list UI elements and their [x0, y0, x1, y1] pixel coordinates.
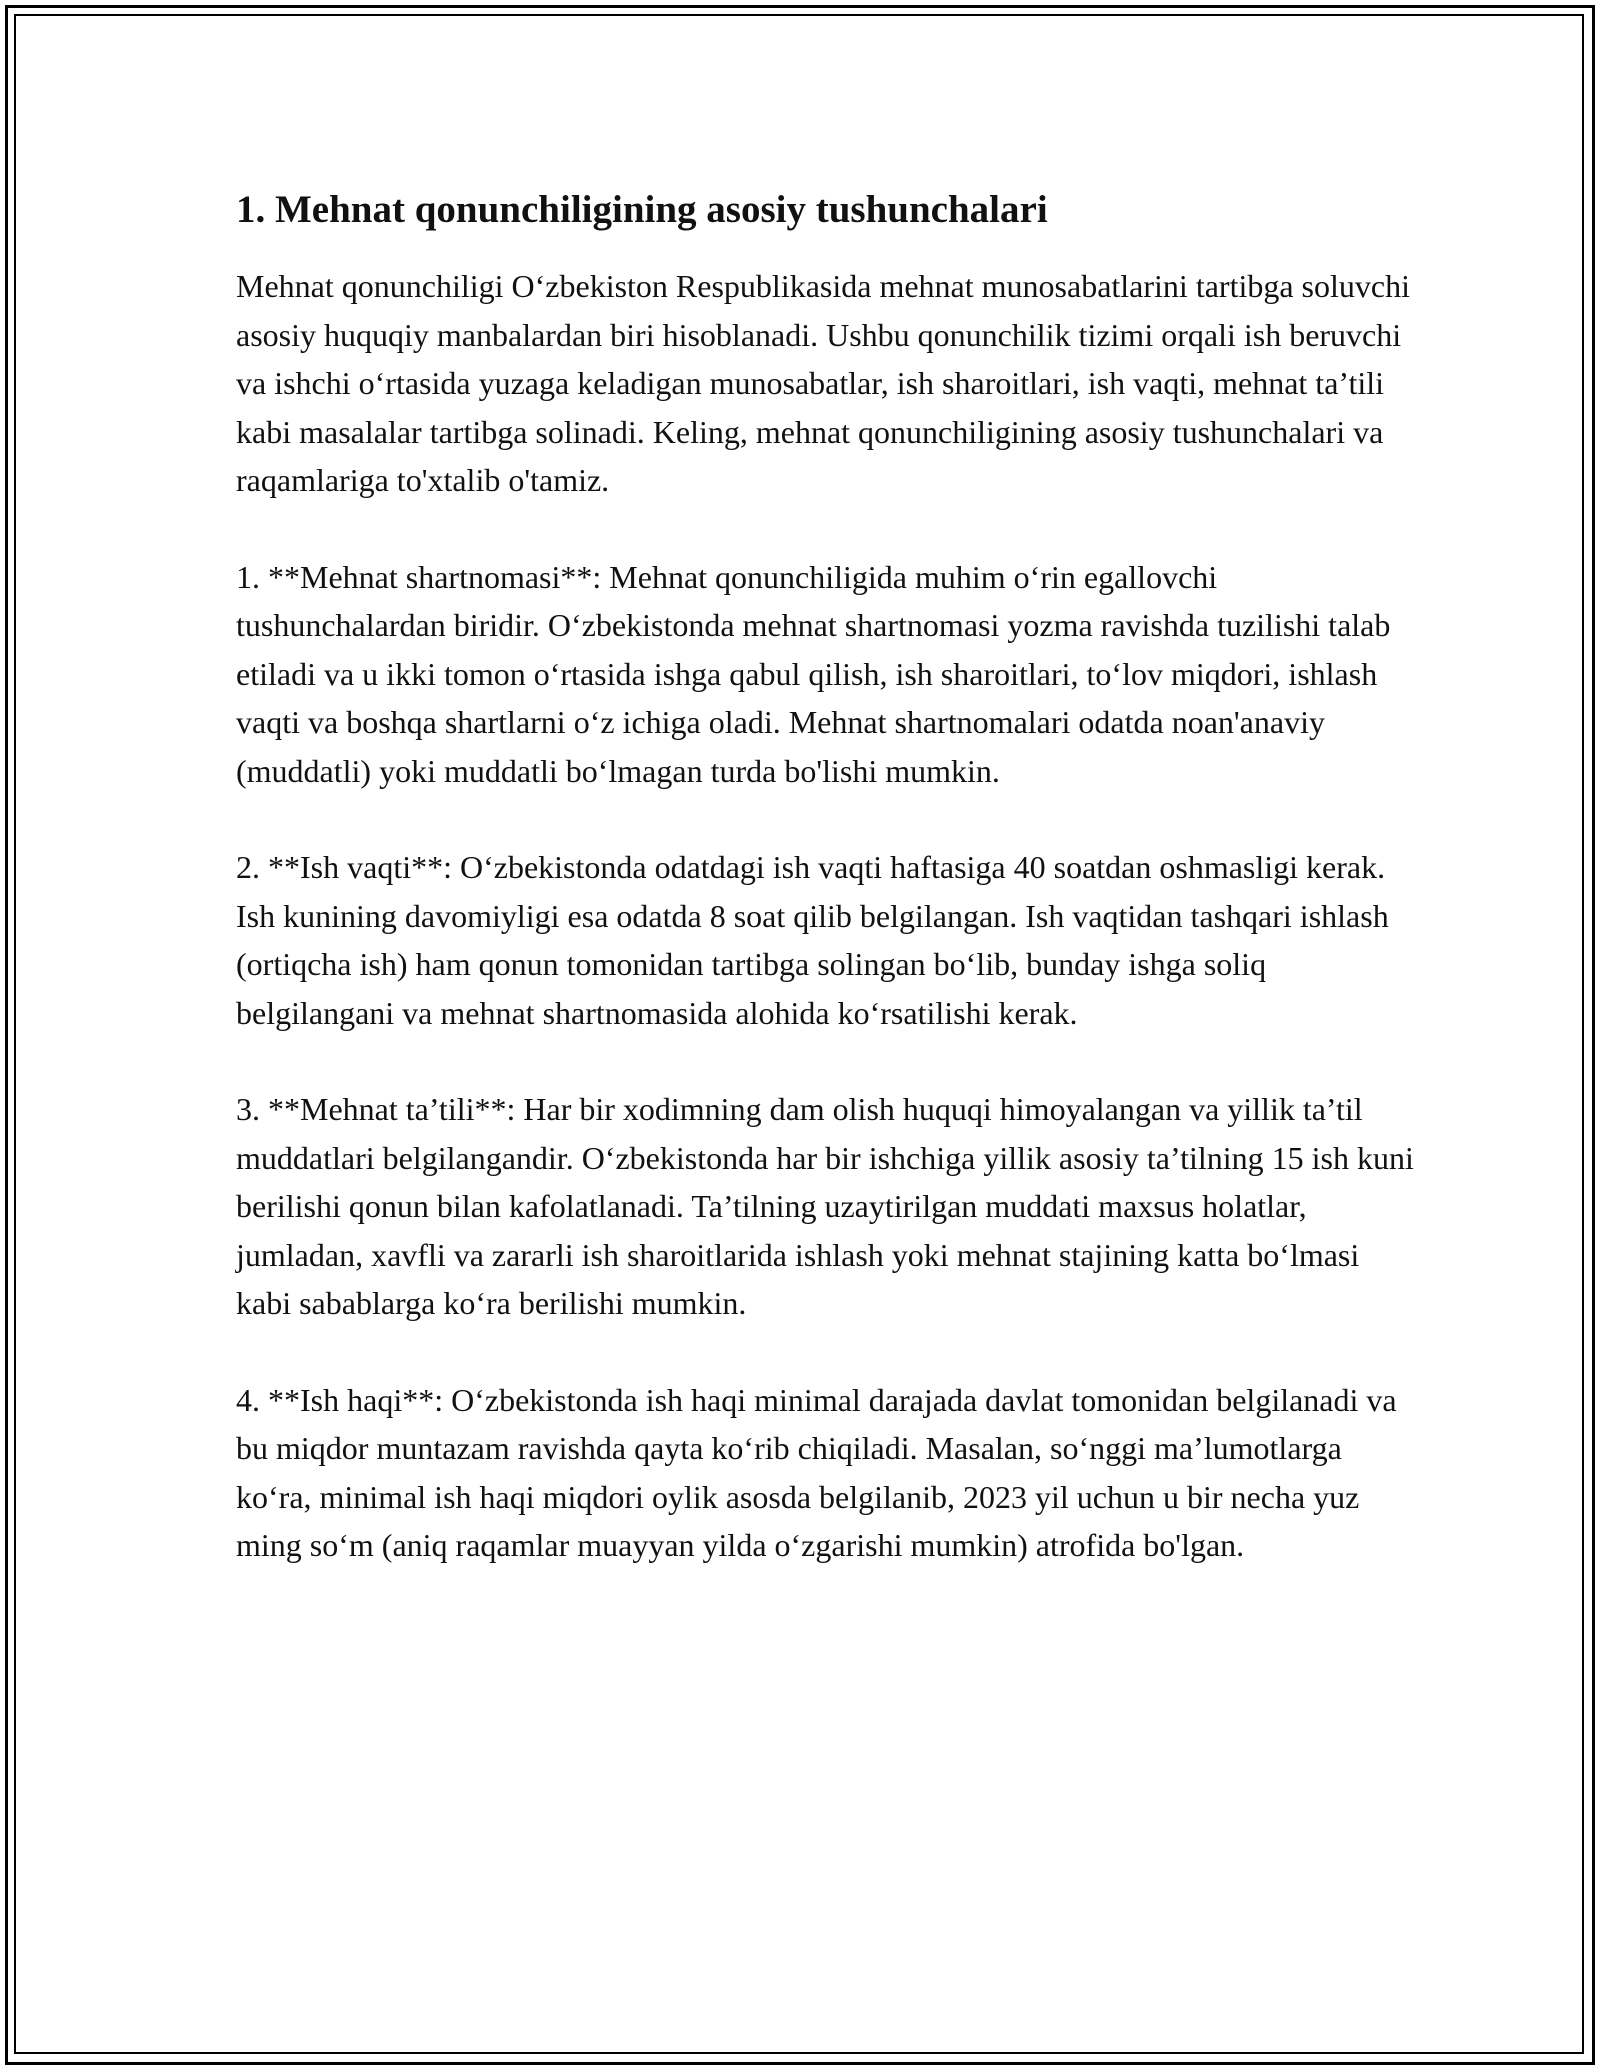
section-heading: 1. Mehnat qonunchiligining asosiy tushunchalari [236, 188, 1048, 231]
paragraph-ish-vaqti: 2. **Ish vaqti**: O‘zbekistonda odatdagi ish vaqti haftasiga 40 soatdan oshmasligi kerak. Ish kunining davomiyligi esa odatda 8 soat qilib belgilangan. Ish vaqtidan tashqari ishlash (ortiqcha ish) ham qonun tomonidan tartibga solingan bo‘lib, bunday ishga soliq belgilangani va mehnat shartnomasida alohida ko‘rsatilishi kerak. [236, 849, 1397, 1031]
intro-paragraph: Mehnat qonunchiligi O‘zbekiston Respublikasida mehnat munosabatlarini tartibga soluvchi asosiy huquqiy manbalardan biri hisoblanadi. Ushbu qonunchilik tizimi orqali ish beruvchi va ishchi o‘rtasida yuzaga keladigan munosabatlar, ish sharoitlari, ish vaqti, mehnat ta’tili kabi masalalar tartibga solinadi. Keling, mehnat qonunchiligining asosiy tushunchalari va raqamlariga to'xtalib o'tamiz. [236, 268, 1418, 498]
paragraph-mehnat-shartnomasi: 1. **Mehnat shartnomasi**: Mehnat qonunchiligida muhim o‘rin egallovchi tushunchalardan biridir. O‘zbekistonda mehnat shartnomasi yozma ravishda tuzilishi talab etiladi va u ikki tomon o‘rtasida ishga qabul qilish, ish sharoitlari, to‘lov miqdori, ishlash vaqti va boshqa shartlarni o‘z ichiga oladi. Mehnat shartnomalari odatda noan'anaviy (muddatli) yoki muddatli bo‘lmagan turda bo'lishi mumkin. [236, 558, 1399, 789]
paragraph-ish-haqi: 4. **Ish haqi**: O‘zbekistonda ish haqi minimal darajada davlat tomonidan belgilanadi va bu miqdor muntazam ravishda qayta ko‘rib chiqiladi. Masalan, so‘nggi ma’lumotlarga ko‘ra, minimal ish haqi miqdori oylik asosda belgilanib, 2023 yil uchun u bir necha yuz ming so‘m (aniq raqamlar muayyan yilda o‘zgarishi mumkin) atrofida bo'lgan. [236, 1381, 1405, 1563]
paragraph-mehnat-tatili: 3. **Mehnat ta’tili**: Har bir xodimning dam olish huquqi himoyalangan va yillik ta’til muddatlari belgilangandir. O‘zbekistonda har bir ishchiga yillik asosiy ta’tilning 15 ish kuni berilishi qonun bilan kafolatlanadi. Ta’tilning uzaytirilgan muddati maxsus holatlar, jumladan, xavfli va zararli ish sharoitlarida ishlash yoki mehnat stajining katta bo‘lmasi kabi sabablarga ko‘ra berilishi mumkin. [236, 1091, 1422, 1321]
document-body [236, 186, 1422, 1618]
